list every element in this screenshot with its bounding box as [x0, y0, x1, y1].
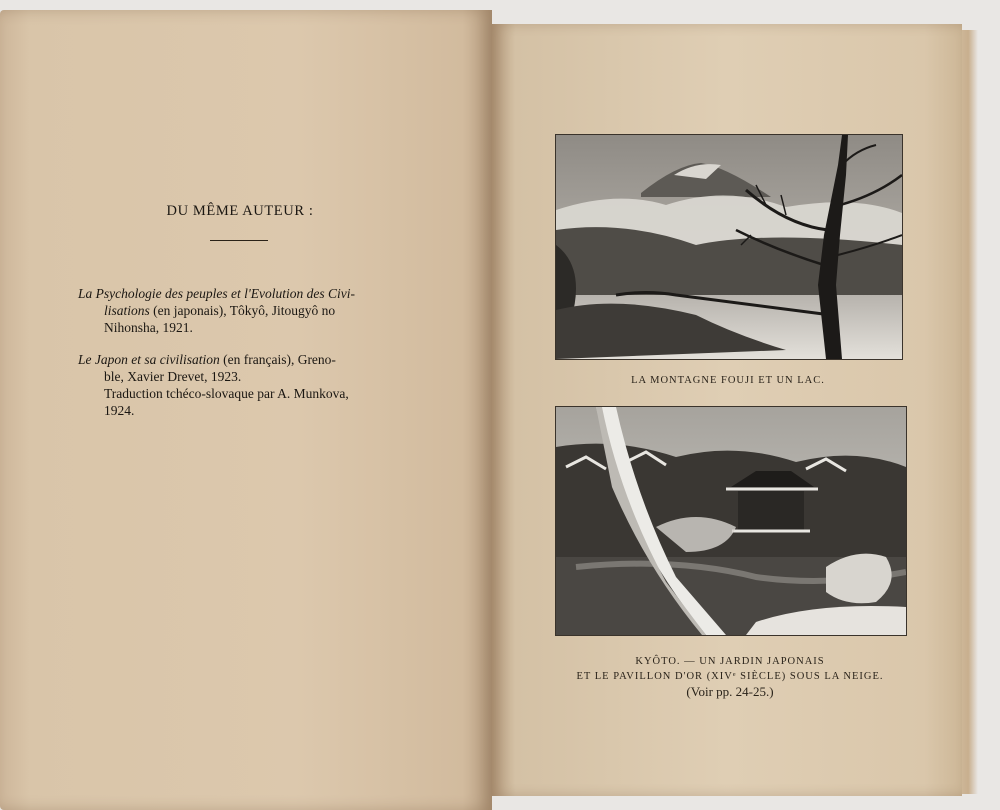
entry-note: Traduction tchéco-slovaque par A. Munkova,: [104, 386, 349, 401]
photo2-page-reference: (Voir pp. 24-25.): [686, 684, 774, 699]
entry-title: Le Japon et sa civilisation: [78, 352, 220, 367]
photo1-caption: LA MONTAGNE FOUJI ET UN LAC.: [631, 375, 825, 386]
photo2-caption: [555, 654, 905, 699]
entry-text: (en japonais), Tôkyô, Jitougyô no: [149, 303, 336, 318]
entry-text: (en français), Greno-: [219, 352, 336, 367]
entry-title: La Psychologie des peuples et l'Evolution des Civi-: [78, 286, 355, 301]
page-edge: [962, 30, 978, 794]
bibliography-entry: [78, 351, 418, 419]
entry-title-cont: lisations: [104, 303, 150, 318]
photo-kyoto-garden: [555, 406, 907, 636]
entry-text: Nihonsha, 1921.: [104, 320, 193, 335]
bibliography-entry: [78, 285, 418, 336]
entry-text: ble, Xavier Drevet, 1923.: [104, 369, 242, 384]
photo2-caption-line2: ET LE PAVILLON D'OR (XIVᵉ SIÈCLE) SOUS LA NEIGE.: [576, 671, 884, 682]
entry-note: 1924.: [104, 403, 135, 418]
photo2-caption-line1: KYÔTO. — UN JARDIN JAPONAIS: [635, 656, 825, 667]
section-heading: DU MÊME AUTEUR :: [166, 203, 314, 219]
bibliography: [78, 285, 418, 434]
photo-mount-fuji: [555, 134, 903, 360]
heading-rule: [210, 240, 268, 241]
